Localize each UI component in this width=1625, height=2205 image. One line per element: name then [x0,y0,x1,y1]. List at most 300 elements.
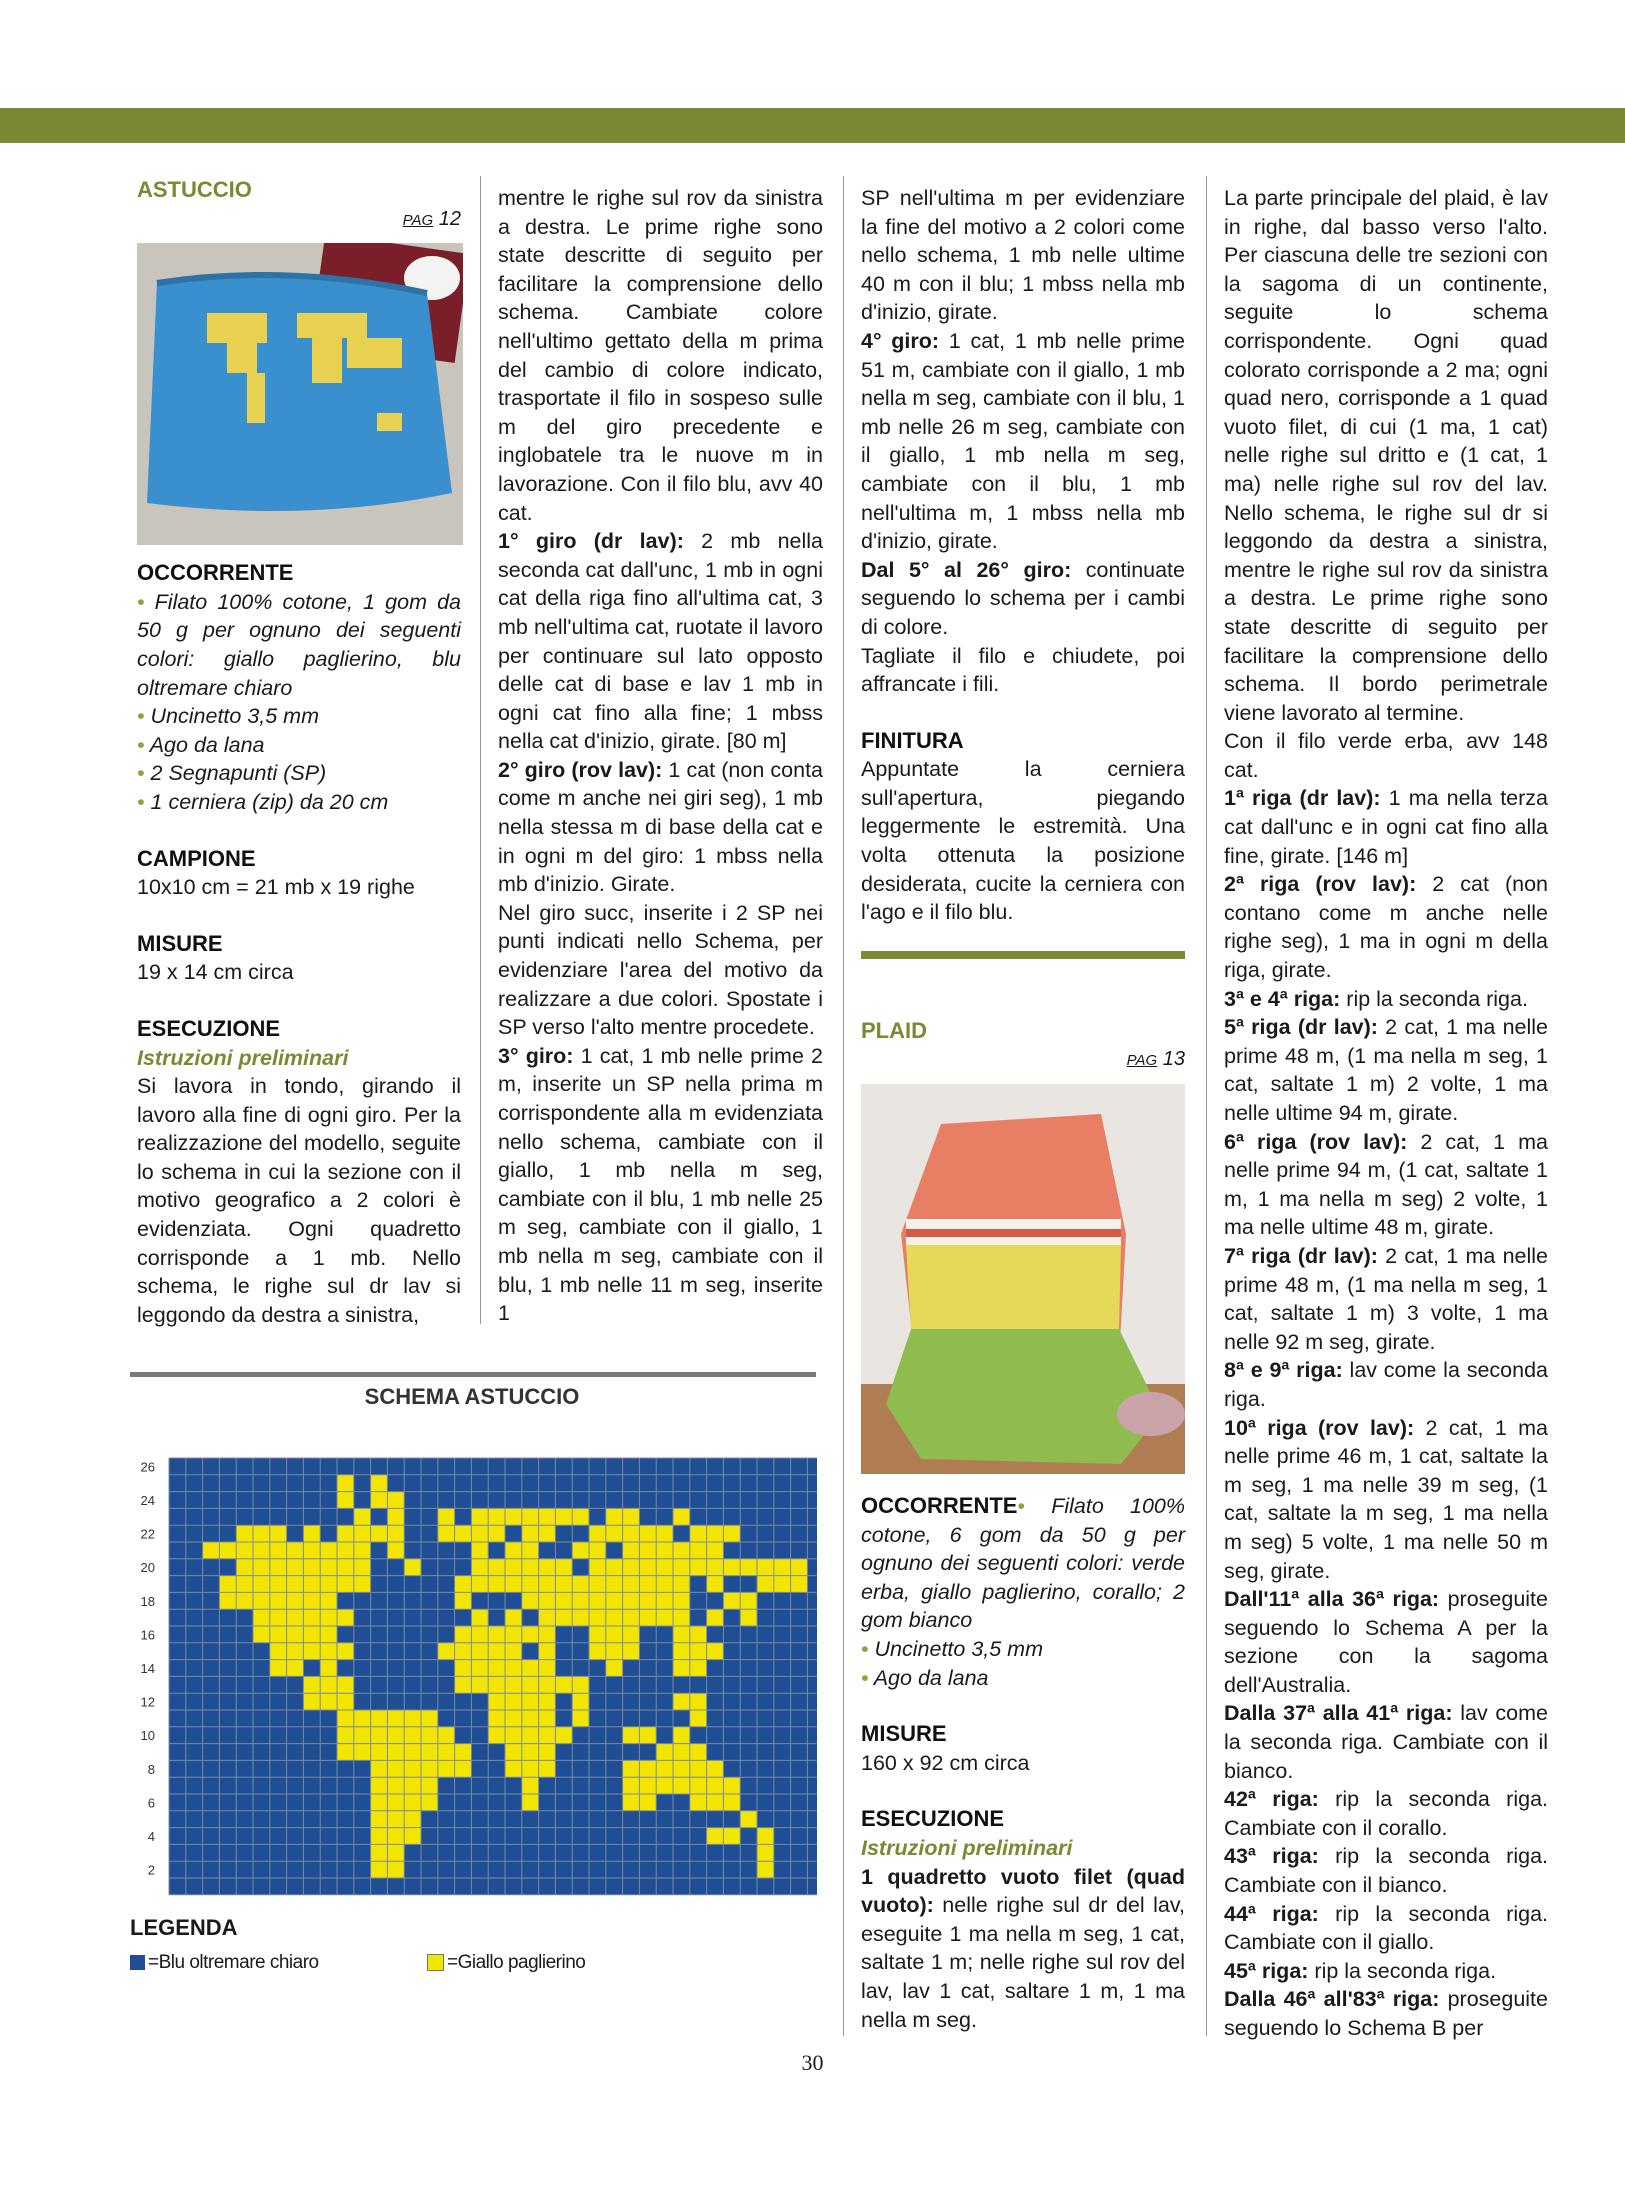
motif-cell [639,1727,656,1744]
motif-cell [723,1794,740,1811]
campione-text: 10x10 cm = 21 mb x 19 righe [137,875,415,900]
motif-cell [589,1576,606,1593]
y-tick-label-left: 16 [140,1627,155,1643]
motif-cell [287,1660,304,1677]
misure-text: 19 x 14 cm circa [137,960,294,985]
motif-cell [387,1760,404,1777]
motif-cell [572,1542,589,1559]
motif-cell [623,1643,640,1660]
rows-list [1224,784,1548,2042]
motif-cell [539,1643,556,1660]
motif-cell [455,1760,472,1777]
list-item: • Ago da lana [861,1665,989,1690]
motif-cell [673,1727,690,1744]
motif-cell [421,1760,438,1777]
motif-cell [791,1576,808,1593]
y-tick-label-left: 26 [140,1459,155,1475]
motif-cell [757,1828,774,1845]
motif-cell [623,1576,640,1593]
motif-cell [488,1727,505,1744]
motif-cell [690,1643,707,1660]
motif-cell [673,1777,690,1794]
motif-cell [723,1592,740,1609]
motif-cell [623,1609,640,1626]
motif-cell [471,1609,488,1626]
motif-cell [673,1542,690,1559]
motif-cell [505,1542,522,1559]
motif-cell [539,1693,556,1710]
motif-cell [572,1508,589,1525]
y-tick-label-left: 6 [147,1795,155,1811]
motif-cell [740,1811,757,1828]
motif-cell [690,1710,707,1727]
legend-item-yellow: =Giallo paglierino [427,1952,585,1974]
motif-cell [522,1777,539,1794]
motif-cell [488,1559,505,1576]
motif-cell [471,1660,488,1677]
photo-astuccio [137,243,463,545]
motif-cell [673,1508,690,1525]
motif-cell [539,1576,556,1593]
motif-cell [387,1727,404,1744]
motif-cell [505,1576,522,1593]
page-reference: PAG 13 [1126,1048,1185,1071]
y-tick-label-left: 2 [147,1862,155,1878]
occorrente-list [137,588,461,817]
list-item: • Filato 100% cotone, 1 gom da 50 g per ognuno dei seguenti colori: giallo paglierino, blu oltremare chiaro [137,589,461,700]
motif-cell [539,1626,556,1643]
motif-cell [555,1727,572,1744]
motif-cell [387,1811,404,1828]
motif-cell [337,1609,354,1626]
motif-cell [623,1727,640,1744]
motif-cell [522,1710,539,1727]
motif-cell [606,1660,623,1677]
motif-cell [623,1626,640,1643]
motif-cell [656,1760,673,1777]
motif-cell [623,1777,640,1794]
motif-cell [471,1576,488,1593]
motif-cell [623,1508,640,1525]
motif-cell [236,1592,253,1609]
motif-cell [522,1626,539,1643]
list-item: • Uncinetto 3,5 mm [137,704,319,729]
motif-cell [757,1844,774,1861]
motif-cell [757,1861,774,1878]
motif-cell [287,1643,304,1660]
motif-cell [539,1508,556,1525]
motif-cell [606,1508,623,1525]
motif-cell [404,1811,421,1828]
section-divider-bar [861,951,1185,959]
paragraph: 3° giro: 1 cat, 1 mb nelle prime 2 m, inserite un SP nella prima m corrispondente alla m evidenziata nello schema, cambiate con il giallo, 1 mb nella m seg, cambiate con il blu, 1 mb nelle 25 m seg, cambiate con il giallo, 1 mb nella m seg, cambiate con il blu, 1 mb nelle 11 m seg, inserite 1 [498,1043,823,1326]
y-tick-label-left: 18 [140,1593,155,1609]
swatch-blue [130,1955,145,1970]
motif-cell [421,1777,438,1794]
chart-title: SCHEMA ASTUCCIO [364,1384,580,1409]
plaid-photo-illustration [861,1084,1185,1474]
motif-cell [488,1626,505,1643]
motif-cell [387,1508,404,1525]
motif-cell [455,1744,472,1761]
motif-cell [522,1508,539,1525]
motif-cell [404,1559,421,1576]
motif-cell [455,1660,472,1677]
motif-cell [606,1592,623,1609]
motif-cell [471,1559,488,1576]
motif-cell [539,1676,556,1693]
istruzioni-subheading: Istruzioni preliminari [137,1045,349,1070]
occorrente-heading: OCCORRENTE [137,560,294,586]
esecuzione-heading: ESECUZIONE [137,1015,281,1041]
motif-cell [253,1626,270,1643]
motif-cell [555,1576,572,1593]
motif-cell [673,1744,690,1761]
motif-cell [287,1592,304,1609]
motif-cell [673,1760,690,1777]
motif-cell [572,1676,589,1693]
motif-cell [371,1727,388,1744]
motif-cell [371,1861,388,1878]
paragraph: Tagliate il filo e chiudete, poi affrancate i fili. [861,643,1185,697]
motif-cell [723,1559,740,1576]
motif-cell [270,1609,287,1626]
motif-cell [522,1676,539,1693]
motif-cell [639,1592,656,1609]
motif-cell [522,1525,539,1542]
motif-cell [656,1525,673,1542]
motif-cell [404,1777,421,1794]
row-instruction: Dalla 46ª all'83ª riga: proseguite seguendo lo Schema B per [1224,1987,1548,2040]
paragraph: mentre le righe sul rov da sinistra a destra. Le prime righe sono state descritte di seguito per facilitare la comprensione dello schema. Cambiate colore nell'ultimo gettato della m prima del cambio di colore indicato, trasportate il filo in sospeso sulle m del giro precedente e inglobatele tra le nuove m in lavorazione. Con il filo blu, avv 40 cat. [498,186,823,525]
motif-cell [505,1710,522,1727]
motif-cell [371,1525,388,1542]
istruzioni-text: Si lavora in tondo, girando il lavoro alla fine di ogni giro. Per la realizzazione del modello, seguite lo schema in cui la sezione con il motivo geografico a 2 colori è evidenziata. Ogni quadretto corrisponde a 1 mb. Nello schema, le righe sul dr lav si leggondo da destra a sinistra, [137,1074,461,1327]
chart-top-rule [130,1372,816,1377]
motif-cell [505,1643,522,1660]
motif-cell [572,1710,589,1727]
motif-cell [656,1744,673,1761]
page-reference: PAG 12 [402,207,461,230]
paragraph: 1 quadretto vuoto filet (quad vuoto): nelle righe sul dr del lav, eseguite 1 ma nella m seg, 1 cat, saltate 1 m; nelle righe sul rov del lav, lav 1 cat, saltare 1 m, 1 ma nella m seg. [861,1864,1185,2032]
motif-cell [455,1626,472,1643]
motif-cell [337,1710,354,1727]
column-astuccio-plaid [861,184,1185,2034]
motif-cell [656,1609,673,1626]
list-item: • 2 Segnapunti (SP) [137,761,327,786]
column-divider [1206,176,1207,2036]
motif-cell [387,1828,404,1845]
motif-cell [320,1660,337,1677]
motif-cell [337,1542,354,1559]
motif-cell [589,1609,606,1626]
motif-cell [606,1559,623,1576]
y-tick-label-left: 10 [140,1728,155,1744]
paragraph: Nel giro succ, inserite i 2 SP nei punti indicati nello Schema, per evidenziare l'area del motivo da realizzare a due colori. Spostate i SP verso l'alto mentre procedete. [498,900,823,1040]
motif-cell [337,1744,354,1761]
motif-cell [505,1626,522,1643]
motif-cell [320,1643,337,1660]
motif-cell [539,1744,556,1761]
motif-cell [488,1693,505,1710]
motif-cell [287,1559,304,1576]
paragraph: La parte principale del plaid, è lav in righe, dal basso verso l'alto. Per ciascuna delle tre sezioni con la sagoma di un continente, seguite lo schema corrispondente. Ogni quad colorato corrisponde a 2 ma; ogni quad nero, corrisponde a 1 quad vuoto filet, di cui (1 ma, 1 cat) nelle righe sul dritto e (1 cat, 1 ma) nelle righe sul rov del lav. Nello schema, le righe sul dr si leggondo da destra a sinistra, mentre le righe sul rov da sinistra a destra. Le prime righe sono state descritte di seguito per facilitare la comprensione dello schema. Il bordo perimetrale viene lavorato al termine. [1224,186,1548,725]
header-color-bar [0,108,1625,143]
motif-cell [740,1559,757,1576]
motif-cell [354,1525,371,1542]
motif-cell [723,1525,740,1542]
motif-cell [320,1609,337,1626]
motif-cell [639,1794,656,1811]
motif-cell [236,1559,253,1576]
motif-cell [707,1643,724,1660]
motif-cell [606,1626,623,1643]
motif-cell [740,1609,757,1626]
motif-cell [219,1592,236,1609]
y-tick-label-left: 14 [140,1661,155,1677]
motif-cell [656,1542,673,1559]
motif-cell [303,1676,320,1693]
photo-plaid [861,1084,1185,1474]
motif-cell [438,1508,455,1525]
motif-cell [572,1576,589,1593]
column-divider [843,176,844,2036]
esecuzione-heading: ESECUZIONE [861,1806,1005,1832]
finitura-heading: FINITURA [861,727,964,753]
y-tick-label-left: 22 [140,1526,155,1542]
motif-cell [707,1576,724,1593]
row-instruction: 43ª riga: rip la seconda riga. Cambiate con il bianco. [1224,1844,1548,1898]
motif-cell [455,1643,472,1660]
motif-cell [522,1727,539,1744]
motif-cell [623,1592,640,1609]
motif-cell [387,1744,404,1761]
section-title-astuccio: ASTUCCIO [137,177,252,202]
motif-cell [253,1592,270,1609]
motif-cell [555,1676,572,1693]
motif-cell [606,1609,623,1626]
motif-cell [320,1542,337,1559]
motif-cell [287,1626,304,1643]
motif-cell [371,1744,388,1761]
motif-cell [387,1777,404,1794]
motif-cell [404,1710,421,1727]
motif-cell [270,1626,287,1643]
motif-cell [488,1508,505,1525]
motif-cell [539,1760,556,1777]
motif-cell [303,1542,320,1559]
misure-heading: MISURE [861,1721,947,1747]
motif-cell [455,1592,472,1609]
motif-cell [303,1525,320,1542]
motif-cell [791,1559,808,1576]
motif-cell [707,1542,724,1559]
motif-cell [522,1760,539,1777]
motif-cell [589,1643,606,1660]
motif-cell [303,1626,320,1643]
motif-cell [371,1777,388,1794]
motif-cell [337,1525,354,1542]
motif-cell [438,1643,455,1660]
motif-cell [236,1525,253,1542]
motif-cell [539,1727,556,1744]
motif-cell [387,1525,404,1542]
motif-cell [404,1744,421,1761]
legend-item-blue: =Blu oltremare chiaro [130,1952,319,1974]
motif-cell [387,1492,404,1509]
motif-cell [690,1777,707,1794]
motif-cell [387,1710,404,1727]
motif-cell [438,1744,455,1761]
misure-text: 160 x 92 cm circa [861,1750,1030,1775]
motif-cell [690,1693,707,1710]
motif-cell [673,1609,690,1626]
motif-cell [639,1559,656,1576]
motif-cell [505,1760,522,1777]
motif-cell [707,1794,724,1811]
motif-cell [690,1626,707,1643]
y-tick-label-left: 8 [147,1761,155,1777]
motif-cell [623,1525,640,1542]
motif-cell [707,1828,724,1845]
motif-cell [505,1559,522,1576]
motif-cell [639,1525,656,1542]
motif-cell [639,1609,656,1626]
motif-cell [522,1576,539,1593]
motif-cell [421,1794,438,1811]
motif-cell [320,1592,337,1609]
motif-cell [455,1576,472,1593]
motif-cell [572,1592,589,1609]
motif-cell [488,1710,505,1727]
row-instruction: 10ª riga (rov lav): 2 cat, 1 ma nelle prime 46 m, 1 cat, saltate la m seg, 1 ma nelle 39 m seg, (1 cat, saltate la m seg, 1 ma nella m seg) 5 volte, 1 ma nelle 50 m seg, girate. [1224,1415,1548,1583]
motif-cell [707,1559,724,1576]
y-tick-label-left: 20 [140,1560,155,1576]
motif-cell [303,1609,320,1626]
motif-cell [354,1710,371,1727]
motif-cell [656,1559,673,1576]
motif-cell [320,1693,337,1710]
motif-cell [404,1828,421,1845]
motif-cell [690,1542,707,1559]
motif-cell [337,1693,354,1710]
motif-cell [203,1542,220,1559]
motif-cell [354,1727,371,1744]
motif-cell [236,1576,253,1593]
swatch-yellow [427,1954,444,1971]
motif-cell [270,1643,287,1660]
motif-cell [505,1693,522,1710]
motif-cell [555,1592,572,1609]
motif-cell [371,1710,388,1727]
motif-cell [522,1660,539,1677]
motif-cell [673,1559,690,1576]
motif-cell [320,1559,337,1576]
paragraph: 1° giro (dr lav): 2 mb nella seconda cat dall'unc, 1 mb in ogni cat della riga fino all'ultima cat, 3 mb nell'ultima cat, ruotate il lavoro per continuare sul lato opposto delle cat di base e lav 1 mb in ogni cat fino alla fine; 1 mbss nella cat d'inizio, girate. [80 m] [498,529,823,754]
motif-cell [303,1559,320,1576]
campione-heading: CAMPIONE [137,845,256,871]
motif-cell [639,1576,656,1593]
motif-cell [287,1609,304,1626]
y-tick-label-left: 24 [140,1493,155,1509]
motif-cell [774,1559,791,1576]
motif-cell [673,1660,690,1677]
row-instruction: 2ª riga (rov lav): 2 cat (non contano come m anche nelle righe seg), 1 ma in ogni m della riga, girate. [1224,872,1548,983]
motif-cell [354,1559,371,1576]
column-plaid-instructions [1224,184,1548,2043]
motif-cell [354,1542,371,1559]
motif-cell [488,1676,505,1693]
motif-cell [539,1710,556,1727]
motif-cell [539,1559,556,1576]
motif-cell [219,1542,236,1559]
row-instruction: 8ª e 9ª riga: lav come la seconda riga. [1224,1358,1548,1411]
motif-cell [505,1727,522,1744]
motif-cell [471,1676,488,1693]
paragraph: 4° giro: 1 cat, 1 mb nelle prime 51 m, cambiate con il giallo, 1 mb nella m seg, cambiate con il blu, 1 mb nelle 26 m seg, cambiate con il giallo, 1 mb nella m seg, cambiate con il blu, 1 mb nell'ultima m, 1 mbss nella mb d'inizio, girate. [861,328,1185,554]
motif-cell [219,1576,236,1593]
motif-cell [656,1777,673,1794]
misure-heading: MISURE [137,930,223,956]
motif-cell [522,1542,539,1559]
motif-cell [690,1760,707,1777]
column-astuccio-materials [137,176,461,1329]
row-instruction: Dalla 37ª alla 41ª riga: lav come la seconda riga. Cambiate con il bianco. [1224,1701,1548,1783]
motif-cell [539,1525,556,1542]
motif-cell [471,1542,488,1559]
motif-cell [572,1609,589,1626]
motif-cell [354,1744,371,1761]
motif-cell [488,1576,505,1593]
list-item: • 1 cerniera (zip) da 20 cm [137,789,389,814]
row-instruction: 5ª riga (dr lav): 2 cat, 1 ma nelle prime 48 m, (1 ma nella m seg, 1 cat, saltate 1 m) 2 volte, 1 ma nelle ultime 94 m, girate. [1224,1015,1548,1125]
motif-cell [488,1643,505,1660]
motif-cell [438,1525,455,1542]
motif-cell [589,1525,606,1542]
motif-cell [757,1576,774,1593]
occorrente-text: OCCORRENTE• Filato 100% cotone, 6 gom da 50 g per ognuno dei seguenti colori: verde erba, giallo paglierino, corallo; 2 gom bianco [861,1493,1185,1633]
motif-cell [522,1592,539,1609]
motif-cell [371,1811,388,1828]
motif-cell [253,1525,270,1542]
motif-cell [522,1794,539,1811]
row-instruction: 3ª e 4ª riga: rip la seconda riga. [1224,986,1528,1011]
motif-cell [253,1576,270,1593]
column-divider [480,176,481,1324]
motif-cell [555,1559,572,1576]
motif-cell [270,1660,287,1677]
motif-cell [404,1727,421,1744]
motif-cell [639,1542,656,1559]
y-tick-label-left: 4 [147,1829,155,1845]
motif-cell [421,1727,438,1744]
motif-cell [623,1559,640,1576]
row-instruction: 42ª riga: rip la seconda riga. Cambiate con il corallo. [1224,1787,1548,1840]
motif-cell [371,1492,388,1509]
motif-cell [371,1760,388,1777]
row-instruction: 45ª riga: rip la seconda riga. [1224,1958,1497,1983]
motif-cell [455,1676,472,1693]
motif-cell [471,1643,488,1660]
row-instruction: Dall'11ª alla 36ª riga: proseguite seguendo lo Schema A per la sezione con la sagoma dell'Australia. [1224,1587,1548,1697]
motif-cell [236,1542,253,1559]
motif-cell [387,1542,404,1559]
motif-cell [505,1660,522,1677]
motif-cell [707,1609,724,1626]
motif-cell [707,1777,724,1794]
paragraph: Dal 5° al 26° giro: continuate seguendo lo schema per i cambi di colore. [861,557,1185,639]
motif-cell [337,1727,354,1744]
